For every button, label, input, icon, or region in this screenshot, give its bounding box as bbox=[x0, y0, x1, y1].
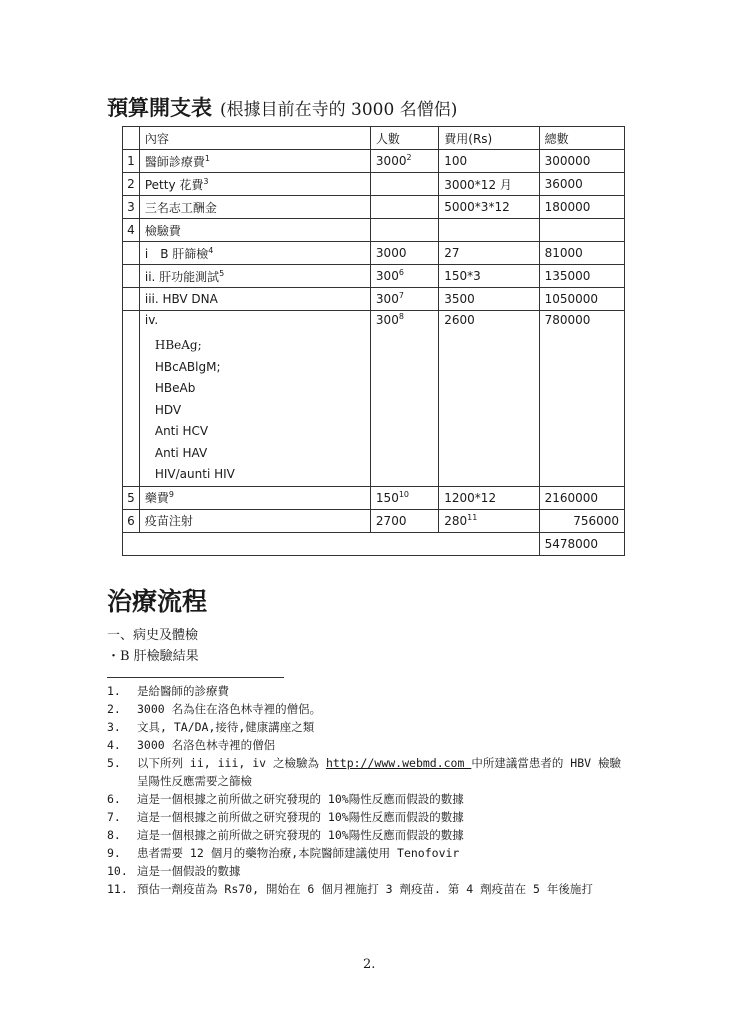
table-row bbox=[123, 173, 625, 196]
tests-list bbox=[155, 335, 365, 486]
row-no: 2 bbox=[123, 173, 140, 196]
footnote: 9. 患者需要 12 個月的藥物治療,本院醫師建議使用 Tenofovir bbox=[107, 846, 460, 860]
row-total: 300000 bbox=[539, 150, 624, 173]
table-header-row bbox=[123, 127, 625, 150]
row-cost: $280^{11}$ bbox=[439, 509, 539, 532]
row-item: 疫苗注射 bbox=[139, 509, 370, 532]
row-cost: 100 bbox=[439, 150, 539, 173]
subrow-people: $300^7$ bbox=[370, 288, 438, 311]
subrow-item: i B 肝篩檢$^4$ bbox=[139, 242, 370, 265]
title-main: 預算開支表 bbox=[107, 95, 212, 120]
table-row bbox=[123, 509, 625, 532]
footnotes bbox=[107, 682, 627, 898]
step-hbv-results: ・B 肝檢驗結果 bbox=[107, 649, 199, 664]
row-no: 6 bbox=[123, 509, 140, 532]
row-no: 1 bbox=[123, 150, 140, 173]
row-item: 檢驗費 bbox=[139, 219, 370, 242]
tests-total: 780000 bbox=[539, 311, 624, 487]
subrow-cost: 150*3 bbox=[439, 265, 539, 288]
row-people bbox=[370, 173, 438, 196]
webmd-link[interactable]: http://www.webmd.com bbox=[325, 756, 472, 770]
row-no: 5 bbox=[123, 486, 140, 509]
table-row bbox=[123, 150, 625, 173]
row-people: 2700 bbox=[370, 509, 438, 532]
row-item: Petty 花費$^3$ bbox=[139, 173, 370, 196]
table-subrow bbox=[123, 288, 625, 311]
page-title bbox=[107, 92, 457, 122]
row-cost: 1200*12 bbox=[439, 486, 539, 509]
footnote: 1. 是給醫師的診療費 bbox=[107, 684, 229, 698]
subrow-total: 1050000 bbox=[539, 288, 624, 311]
header-total: 總數 bbox=[539, 127, 624, 150]
title-subtitle: (根據目前在寺的 3000 名僧侶) bbox=[220, 100, 458, 120]
table-subrow bbox=[123, 265, 625, 288]
table-subrow bbox=[123, 242, 625, 265]
row-item: 藥費$^9$ bbox=[139, 486, 370, 509]
grand-total-row bbox=[123, 532, 625, 555]
footnote: 10. 這是一個假設的數據 bbox=[107, 864, 241, 878]
row-cost bbox=[439, 219, 539, 242]
row-item: 醫師診療費$^1$ bbox=[139, 150, 370, 173]
footnote: 2. 3000 名為住在洛色林寺裡的僧侶。 bbox=[107, 702, 322, 716]
table-row bbox=[123, 486, 625, 509]
table-row bbox=[123, 219, 625, 242]
subrow-cost: 27 bbox=[439, 242, 539, 265]
row-people: $150^{10}$ bbox=[370, 486, 438, 509]
test-item: HDV bbox=[154, 402, 182, 417]
header-people: 人數 bbox=[370, 127, 438, 150]
subrow-people: $300^6$ bbox=[370, 265, 438, 288]
subrow-people: 3000 bbox=[370, 242, 438, 265]
row-item: 三名志工酬金 bbox=[139, 196, 370, 219]
row-no: 3 bbox=[123, 196, 140, 219]
tests-people: $300^8$ bbox=[370, 311, 438, 487]
header-no bbox=[123, 127, 140, 150]
grand-total: 5478000 bbox=[539, 532, 624, 555]
footnote: 5. 以下所列 ii, iii, iv 之檢驗為 http://www.webmd.com 中所建議當患者的 HBV 檢驗呈陽性反應需要之篩檢 bbox=[107, 756, 621, 788]
row-no: 4 bbox=[123, 219, 140, 242]
row-people bbox=[370, 219, 438, 242]
subrow-total: 135000 bbox=[539, 265, 624, 288]
step-history: 一、病史及體檢 bbox=[107, 628, 199, 643]
table-row bbox=[123, 196, 625, 219]
row-total: 2160000 bbox=[539, 486, 624, 509]
test-item: Anti HCV bbox=[154, 424, 209, 438]
subrow-cost: 3500 bbox=[439, 288, 539, 311]
footnote: 4. 3000 名洛色林寺裡的僧侶 bbox=[107, 738, 276, 752]
row-total bbox=[539, 219, 624, 242]
footnote: 8. 這是一個根據之前所做之研究發現的 10%陽性反應而假設的數據 bbox=[107, 828, 464, 842]
row-total: 756000 bbox=[539, 509, 624, 532]
row-cost: 3000*12 月 bbox=[439, 173, 539, 196]
footnote: 3. 文具, TA/DA,接待,健康講座之類 bbox=[107, 720, 315, 734]
test-item: HBeAg; bbox=[154, 338, 202, 352]
footnote: 6. 這是一個根據之前所做之研究發現的 10%陽性反應而假設的數據 bbox=[107, 792, 464, 806]
row-people bbox=[370, 196, 438, 219]
header-item: 內容 bbox=[139, 127, 370, 150]
test-item: HBcABlgM; bbox=[154, 359, 221, 374]
subrow-total: 81000 bbox=[539, 242, 624, 265]
row-people: 3000$^2$ bbox=[370, 150, 438, 173]
test-item: Anti HAV bbox=[154, 445, 208, 460]
subrow-item: iii. HBV DNA bbox=[139, 288, 370, 311]
footnote: 7. 這是一個根據之前所做之研究發現的 10%陽性反應而假設的數據 bbox=[107, 810, 464, 824]
tests-cost: 2600 bbox=[439, 311, 539, 487]
subrow-item: ii. 肝功能測試$^5$ bbox=[139, 265, 370, 288]
test-item: HIV/aunti HIV bbox=[154, 467, 235, 481]
page-number: 2. bbox=[363, 957, 376, 972]
footnote-divider bbox=[107, 677, 284, 678]
section-heading: 治療流程 bbox=[107, 587, 208, 616]
row-total: 36000 bbox=[539, 173, 624, 196]
tests-cell bbox=[139, 311, 370, 487]
test-item: HBeAb bbox=[154, 381, 196, 395]
row-cost: 5000*3*12 bbox=[439, 196, 539, 219]
table-subrow-tests bbox=[123, 311, 625, 487]
tests-label: iv. bbox=[144, 313, 159, 327]
row-total: 180000 bbox=[539, 196, 624, 219]
budget-table bbox=[122, 126, 625, 556]
footnote: 11. 預估一劑疫苗為 Rs70, 開始在 6 個月裡施打 3 劑疫苗. 第 4 劑疫苗在 5 年後施打 bbox=[107, 882, 593, 896]
header-cost: 費用(Rs) bbox=[439, 127, 539, 150]
